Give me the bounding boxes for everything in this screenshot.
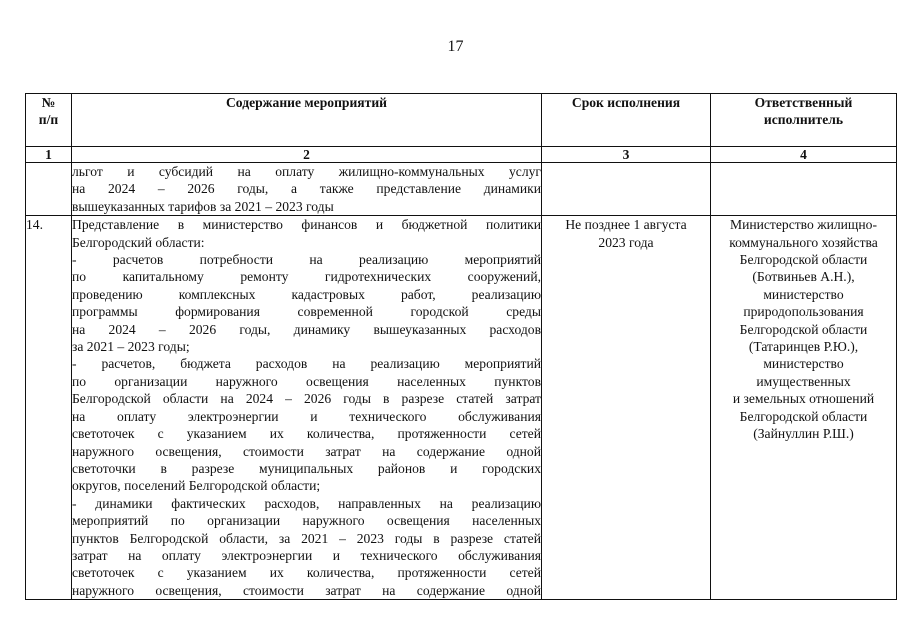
responsible-line: Белгородской области [739,252,868,268]
responsible-line: министерство [763,286,844,302]
header-num-line: п/п [38,112,59,128]
responsible-line: министерство [763,356,844,372]
header-deadline: Срок исполнения [542,94,711,147]
content-line: вышеуказанных тарифов за 2021 – 2023 годы [72,198,334,214]
responsible-line: Министерство жилищно- [729,217,877,233]
responsible-line: и земельных отношений [732,391,875,407]
content-line: по организации наружного освещения населенных пунктов [72,373,541,389]
responsible-line: Белгородской области [739,408,868,424]
cell-deadline [542,216,711,600]
responsible-line: Белгородской области [739,321,868,337]
content-line: на 2024 – 2026 годы, а также представление динамики [72,181,541,197]
content-line: - расчетов, бюджета расходов на реализацию мероприятий [72,356,541,372]
content-line: проведению комплексных кадастровых работ, реализацию [72,286,541,302]
deadline-line: Не позднее 1 августа [565,217,687,233]
responsible-line: природопользования [743,304,864,320]
header-content: Содержание мероприятий [72,94,542,147]
cell-content [72,216,542,600]
table-row-item-14 [26,216,897,600]
cell-deadline-empty [542,163,711,216]
content-line: светоточек с указанием их количества, протяженности сетей [72,565,541,581]
header-responsible-line: Ответственный [754,95,853,110]
content-line: Представление в министерство финансов и бюджетной политики [72,217,541,233]
table-row-continuation [26,163,897,216]
activities-table [25,93,897,600]
cell-responsible [711,216,897,600]
content-line: льгот и субсидий на оплату жилищно-коммунальных услуг [72,164,541,179]
cell-responsible-empty [711,163,897,216]
content-line: светоточки в разрезе муниципальных районов и городских [72,460,541,476]
table-header-row [26,94,897,147]
column-number: 4 [711,147,897,163]
content-line: программы формирования современной городской среды [72,304,541,320]
content-line: округов, поселений Белгородской области; [72,478,321,494]
column-number: 3 [542,147,711,163]
responsible-line: (Татаринцев Р.Ю.), [748,339,859,355]
content-line: наружного освещения, стоимости затрат на содержание одной [72,443,541,459]
content-line: светоточек с указанием их количества, протяженности сетей [72,426,541,442]
content-line: на 2024 – 2026 годы, динамику вышеуказанных расходов [72,321,541,337]
content-line: - динамики фактических расходов, направленных на реализацию [72,495,541,511]
responsible-line: имущественных [756,373,851,389]
header-num [26,94,72,147]
header-responsible [711,94,897,147]
content-line: затрат на оплату электроэнергии и технического обслуживания [72,547,541,563]
responsible-line: коммунального хозяйства [729,234,878,250]
responsible-line: (Ботвиньев А.Н.), [752,269,855,285]
responsible-line: (Зайнуллин Р.Ш.) [753,426,854,442]
column-number: 2 [72,147,542,163]
content-line: за 2021 – 2023 годы; [72,339,190,355]
content-line: мероприятий по организации наружного освещения населенных [72,513,541,529]
content-line: на оплату электроэнергии и технического обслуживания [72,408,541,424]
cell-num-empty [26,163,72,216]
cell-content [72,163,542,216]
column-number-row [26,147,897,163]
column-number: 1 [26,147,72,163]
content-line: - расчетов потребности на реализацию мероприятий [72,252,541,268]
header-responsible-line: исполнитель [763,112,844,128]
item-number: 14. [26,216,72,600]
content-line: Белгородский области: [72,234,205,250]
content-line: по капитальному ремонту гидротехнических сооружений, [72,269,541,285]
header-num-line: № [41,95,56,110]
content-line: Белгородской области на 2024 – 2026 годы в разрезе статей затрат [72,391,541,407]
content-line: пунктов Белгородской области, за 2021 – 2023 годы в разрезе статей [72,530,541,546]
deadline-line: 2023 года [598,234,654,250]
content-line: наружного освещения, стоимости затрат на содержание одной [72,582,541,598]
page-number: 17 [447,38,464,55]
